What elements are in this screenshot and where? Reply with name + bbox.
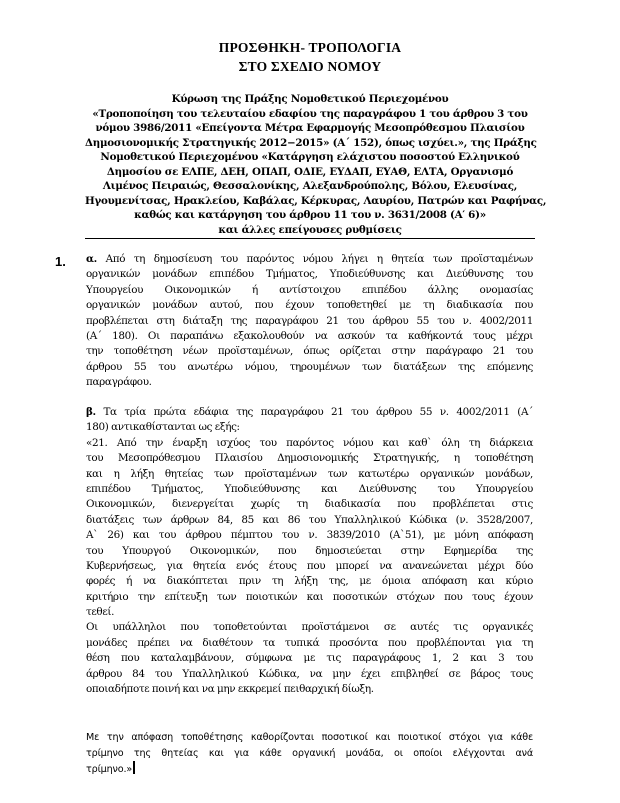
text-line: κριτήριο την επίτευξη των ποιοτικών και ποσοτικών στόχων που τους έχουν (86, 590, 533, 603)
subject-line: Ηγουμενίτσας, Ηρακλείου, Καβάλας, Κέρκυρας, Λαυρίου, Πατρών και Ραφήνας, (85, 194, 547, 207)
text-line: άρθρου 55 του ανωτέρω νόμου, τηρουμένων των διατάξεων της επόμενης (86, 360, 533, 373)
subject-line: καθώς και κατάργηση του άρθρου 11 του ν. 3631/2008 (Α′ 6)» (134, 209, 486, 221)
text-line: επιπέδου Τμήματος, Υποδιεύθυνσης και Διεύθυνσης του Υπουργείου (86, 482, 533, 495)
subject-line: Λιμένος Πειραιώς, Θεσσαλονίκης, Αλεξανδρούπολης, Βόλου, Ελευσίνας, (102, 180, 518, 192)
text-line: διατάξεις των άρθρων 84, 85 και 86 του Υπαλληλικού Κώδικα (ν. 3528/2007, (86, 513, 533, 526)
text-line: τρίμηνο.» (86, 761, 533, 777)
text-line: άρθρου 84 του Υπαλληλικού Κώδικα, να μην έχει επιβληθεί σε βάρος τους (86, 667, 533, 680)
text-line: β. Τα τρία πρώτα εδάφια της παραγράφου 21 του άρθρου 55 ν. 4002/2011 (Α΄ (86, 406, 533, 418)
subject-line: νόμου 3986/2011 «Επείγοντα Μέτρα Εφαρμογής Μεσοπρόθεσμου Πλαισίου (95, 122, 525, 134)
text-line: (Α΄ 180). Οι παραπάνω εξακολουθούν να ασκούν τα καθήκοντά τους μέχρι (86, 329, 533, 342)
text-line: 180) αντικαθίστανται ως εξής: (86, 421, 240, 434)
text-line: Οικονομικών, διενεργείται χωρίς τη διαδικασία που προβλέπεται στις (86, 498, 533, 511)
paragraph-final[interactable] (86, 730, 533, 777)
text-line: «21. Από την έναρξη ισχύος του παρόντος νόμου και καθ` όλη τη διάρκεια (86, 436, 533, 449)
text-line: προβλέπεται στη διάταξη της παραγράφου 21 του άρθρου 55 του ν. 4002/2011 (86, 314, 533, 327)
subject-line: Νομοθετικού Περιεχομένου «Κατάργηση ελάχιστου ποσοστού Ελληνικού (100, 151, 520, 163)
text-cursor (133, 761, 135, 774)
text-line: α. Από τη δημοσίευση του παρόντος νόμου λήγει η θητεία των προϊσταμένων (86, 253, 533, 265)
subject-line: Κύρωση της Πράξης Νομοθετικού Περιεχομένου (171, 93, 449, 105)
header-divider (85, 238, 535, 239)
text-line: παραγράφου. (86, 376, 152, 389)
text-line: φορές ή να διακόπτεται πριν τη λήξη της, με όμοια απόφαση και κύριο (86, 575, 533, 588)
title-line: ΠΡΟΣΘΗΚΗ- ΤΡΟΠΟΛΟΓΙΑ (218, 40, 402, 55)
subject-line: και άλλες επείγουσες ρυθμίσεις (218, 223, 402, 236)
text-line: την τοποθέτηση νέων προϊσταμένων, όπως ορίζεται στην παράγραφο 21 του (86, 345, 533, 358)
document-subject (85, 92, 547, 237)
subject-line: Δημοσιονομικής Στρατηγικής 2012−2015» (Α΄ 152), όπως ισχύει.», της Πράξης (85, 136, 537, 149)
paragraph-marker: α. (86, 253, 97, 265)
text-line: Οι υπάλληλοι που τοποθετούνται προϊστάμενοι σε αυτές τις οργανικές (86, 621, 533, 634)
paragraph-alpha[interactable] (86, 252, 533, 391)
text-line: τεθεί. (86, 606, 115, 619)
subject-line: «Τροποποίηση του τελευταίου εδαφίου της παραγράφου 1 του άρθρου 3 του (92, 107, 528, 120)
text-line: Υπουργείου Οικονομικών ή αντίστοιχου επιπέδου άλλης ονομασίας (86, 283, 533, 296)
text-line: Με την απόφαση τοποθέτησης καθορίζονται ποσοτικοί και ποιοτικοί στόχοι για κάθε (86, 732, 533, 743)
paragraph-marker: β. (86, 406, 96, 418)
paragraph-beta[interactable] (86, 405, 533, 697)
text-line: οργανικών μονάδων επιπέδου Τμήματος, Υποδιεύθυνσης και Διεύθυνσης του (86, 268, 533, 281)
text-line: θέση που καταλαμβάνουν, σύμφωνα με τις παραγράφους 1, 2 και 3 του (86, 652, 533, 665)
item-number: 1. (55, 254, 66, 269)
text-line: τρίμηνο της θητείας και για κάθε οργανική μονάδα, οι οποίοι ελέγχονται ανά (86, 747, 533, 759)
text-line: μονάδες πρέπει να διαθέτουν τα τυπικά προσόντα που προβλέπονται για τη (86, 636, 533, 649)
text-line: οποιαδήποτε ποινή και να μην εκκρεμεί πειθαρχική δίωξη. (86, 683, 374, 696)
text-line: οργανικών μονάδων αυτού, που έχουν τοποθετηθεί με τη διαδικασία που (86, 299, 533, 312)
title-line: ΣΤΟ ΣΧΕΔΙΟ ΝΟΜΟΥ (238, 59, 382, 74)
text-line: και η λήξη θητείας των προϊσταμένων των κατωτέρω οργανικών μονάδων, (86, 467, 533, 480)
text-line: του Μεσοπρόθεσμου Πλαισίου Δημοσιονομικής Στρατηγικής, η τοποθέτηση (86, 452, 533, 465)
subject-line: Δημοσίου σε ΕΛΠΕ, ΔΕΗ, ΟΠΑΠ, ΟΔΙΕ, ΕΥΔΑΠ, ΕΥΑΘ, ΕΛΤΑ, Οργανισμό (106, 165, 514, 178)
text-line: του Υπουργού Οικονομικών, που δημοσιεύεται στην Εφημερίδα της (86, 544, 533, 557)
document-title (85, 38, 535, 76)
text-line: Κυβερνήσεως, για θητεία ενός έτους που μπορεί να ανανεώνεται μέχρι δύο (86, 559, 533, 572)
text-line: Α` 26) και του άρθρου πέμπτου του ν. 3839/2010 (Α`51), με μόνη απόφαση (86, 529, 533, 542)
